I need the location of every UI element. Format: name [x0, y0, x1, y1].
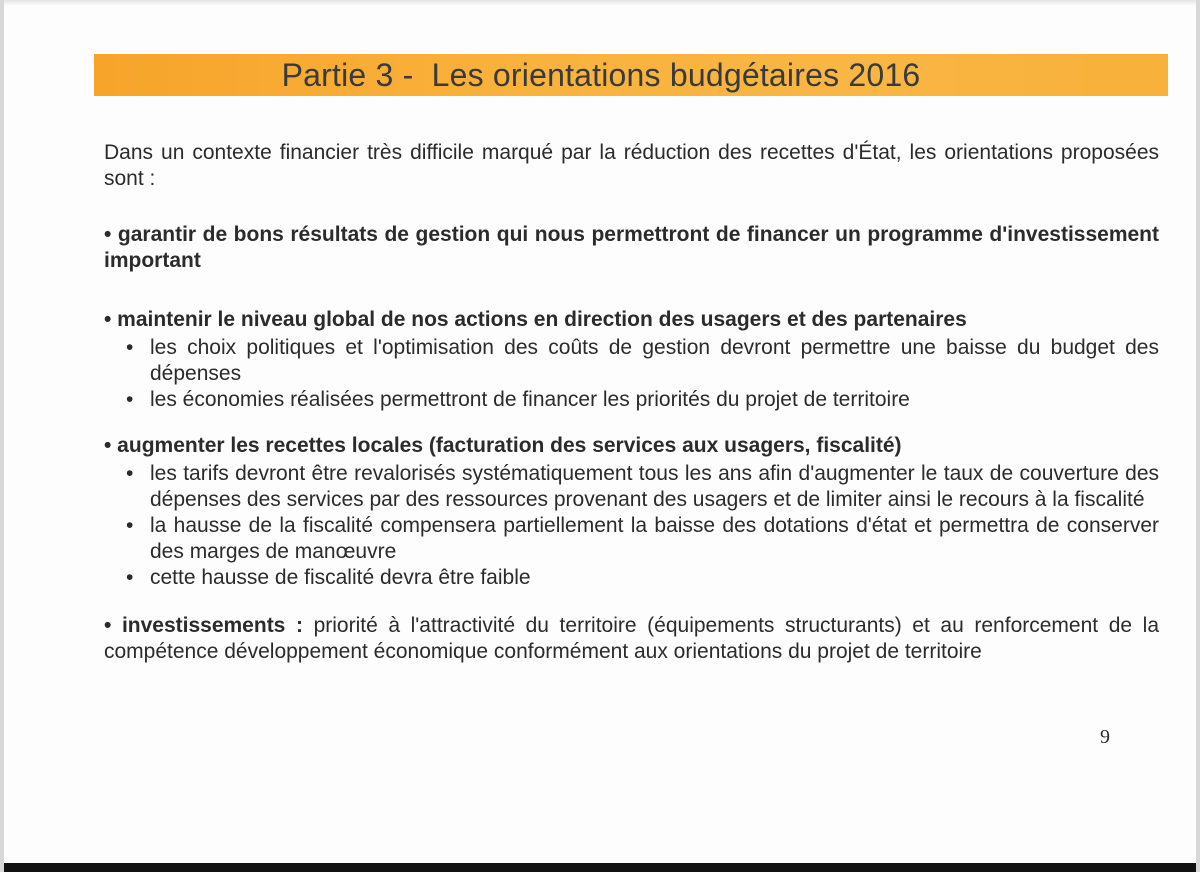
bullet-glyph: •	[126, 462, 134, 485]
document-body	[104, 140, 1159, 665]
scan-edge-top	[4, 0, 1200, 6]
title-banner	[94, 54, 1168, 96]
page-title: Partie 3 - Les orientations budgétaires 2016	[281, 56, 921, 93]
sub-list	[104, 335, 1159, 413]
scan-edge-bottom	[4, 863, 1200, 872]
sub-item-text: les tarifs devront être revalorisés systématiquement tous les ans afin d'augmenter le taux de couverture des dépenses des services par des ressources provenant des usagers et de limiter ainsi le recours à la fiscalité	[150, 462, 1159, 511]
sub-list-item	[104, 387, 1159, 413]
sub-list-item	[104, 461, 1159, 513]
sub-item-text: la hausse de la fiscalité compensera partiellement la baisse des dotations d'état et permettra de conserver des marges de manœuvre	[150, 514, 1159, 563]
sub-list-item	[104, 335, 1159, 387]
bullet-heading: • maintenir le niveau global de nos actions en direction des usagers et des partenaires	[104, 308, 967, 331]
page-number: 9	[1100, 726, 1110, 748]
bullet-heading: • augmenter les recettes locales (facturation des services aux usagers, fiscalité)	[104, 434, 902, 457]
sub-item-text: les économies réalisées permettront de financer les priorités du projet de territoire	[150, 388, 910, 411]
bullet-glyph: •	[126, 388, 134, 411]
investments-text: priorité à l'attractivité du territoire (équipements structurants) et au renforcement de la compétence développement économique conformément aux orientations du projet de territoire	[104, 614, 1160, 663]
sub-list	[104, 461, 1159, 591]
bullet-block-management	[104, 222, 1159, 274]
bullet-glyph: •	[126, 566, 134, 589]
sub-item-text: cette hausse de fiscalité devra être faible	[150, 566, 531, 589]
sub-list-item	[104, 565, 1159, 591]
bullet-glyph: •	[126, 514, 134, 537]
bullet-block-revenue	[104, 433, 1159, 591]
bullet-glyph: •	[126, 336, 134, 359]
investments-paragraph	[104, 613, 1159, 665]
sub-item-text: les choix politiques et l'optimisation des coûts de gestion devront permettre une baisse du budget des dépenses	[150, 336, 1159, 385]
bullet-heading: • garantir de bons résultats de gestion qui nous permettront de financer un programme d'investissement important	[104, 223, 1159, 272]
sub-list-item	[104, 513, 1159, 565]
investments-label: • investissements :	[104, 614, 303, 637]
intro-paragraph: Dans un contexte financier très difficile marqué par la réduction des recettes d'État, les orientations proposées sont :	[104, 141, 1159, 190]
bullet-block-actions	[104, 307, 1159, 413]
